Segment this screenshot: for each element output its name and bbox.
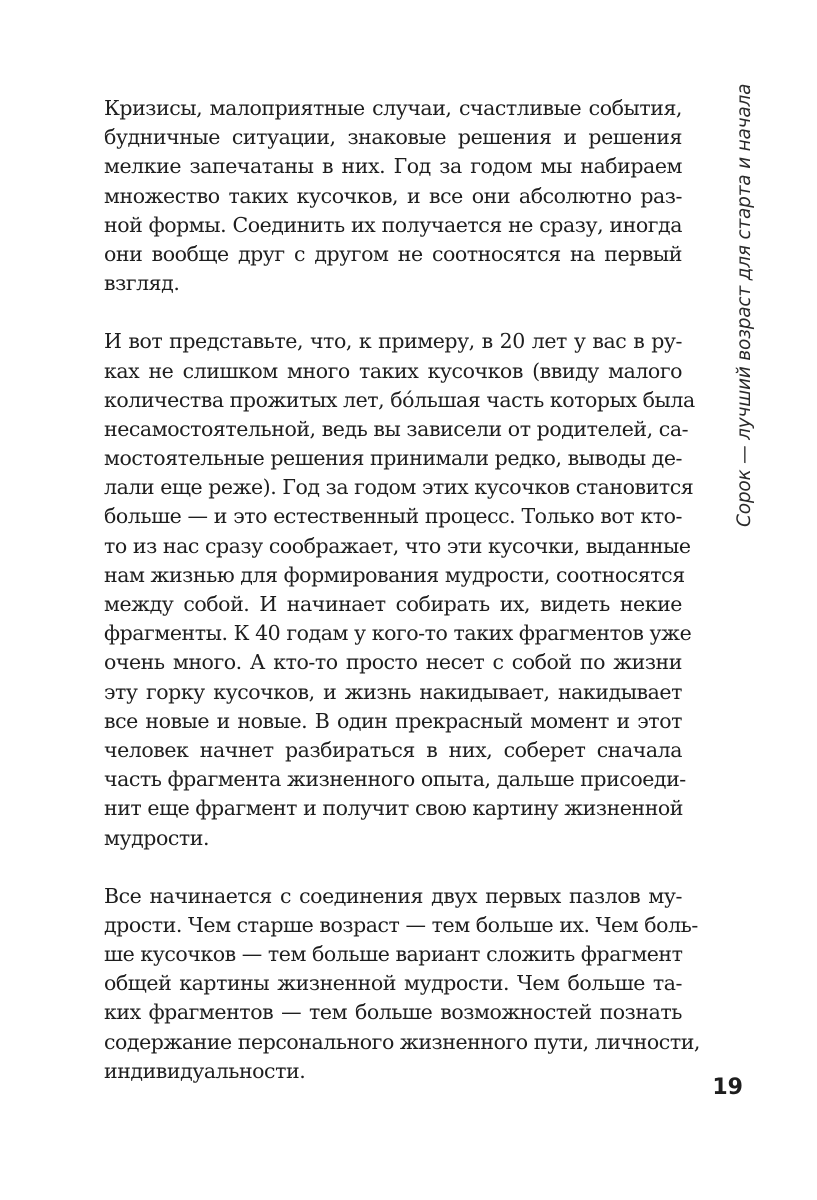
text-line: мелкие запечатаны в них. Год за годом мы набираем [104, 154, 682, 179]
text-line: ной формы. Соединить их получается не сразу, иногда [104, 212, 682, 237]
text-line: множество таких кусочков, и все они абсолютно раз- [104, 183, 682, 208]
text-line: больше — и это естественный процесс. Только вот кто- [104, 504, 682, 529]
text-line: они вообще друг с другом не соотносятся на первый [104, 241, 682, 266]
text-line: мудрости. [104, 825, 210, 850]
text-line: содержание персонального жизненного пути, личности, [104, 1029, 700, 1054]
text-line: общей картины жизненной мудрости. Чем больше та- [104, 971, 682, 996]
text-line: ках не слишком много таких кусочков (ввиду малого [104, 358, 682, 383]
paragraph-3 [104, 882, 700, 1086]
text-line: все новые и новые. В один прекрасный момент и этот [104, 708, 682, 733]
text-line: ше кусочков — тем больше вариант сложить фрагмент [104, 942, 683, 967]
text-line: будничные ситуации, знаковые решения и решения [104, 125, 682, 150]
running-head: Сорок — лучший возраст для старта и начала [734, 84, 755, 528]
text-line: ких фрагментов — тем больше возможностей познать [104, 1000, 682, 1025]
text-line: количества прожитых лет, бóльшая часть которых была [104, 387, 695, 412]
text-line: индивидуальности. [104, 1058, 306, 1083]
text-line: нит еще фрагмент и получит свою картину жизненной [104, 796, 684, 821]
text-line: лали еще реже). Год за годом этих кусочков становится [104, 475, 694, 500]
text-line: мостоятельные решения принимали редко, выводы де- [104, 446, 682, 471]
page-body [104, 94, 700, 1115]
text-line: Все начинается с соединения двух первых пазлов му- [104, 883, 682, 908]
text-line: человек начнет разбираться в них, соберет сначала [104, 737, 682, 762]
text-line: дрости. Чем старше возраст — тем больше их. Чем боль- [104, 912, 698, 937]
text-line: несамостоятельной, ведь вы зависели от родителей, са- [104, 416, 689, 441]
paragraph-2 [104, 327, 695, 852]
text-line: между собой. И начинает собирать их, видеть некие [104, 592, 682, 616]
text-line: И вот представьте, что, к примеру, в 20 лет у вас в ру- [104, 329, 682, 354]
text-line: нам жизнью для формирования мудрости, соотносятся [104, 562, 685, 587]
text-line: Кризисы, малоприятные случаи, счастливые события, [104, 96, 682, 120]
text-line: фрагменты. К 40 годам у кого-то таких фрагментов уже [104, 621, 692, 646]
text-line: эту горку кусочков, и жизнь накидывает, накидывает [104, 679, 682, 704]
text-line: часть фрагмента жизненного опыта, дальше присоеди- [104, 767, 686, 792]
paragraph-1 [104, 94, 682, 298]
text-line: то из нас сразу соображает, что эти кусочки, выданные [104, 533, 691, 558]
text-line: очень много. А кто-то просто несет с собой по жизни [104, 650, 682, 675]
page-number: 19 [712, 1075, 743, 1100]
text-line: взгляд. [104, 271, 180, 296]
